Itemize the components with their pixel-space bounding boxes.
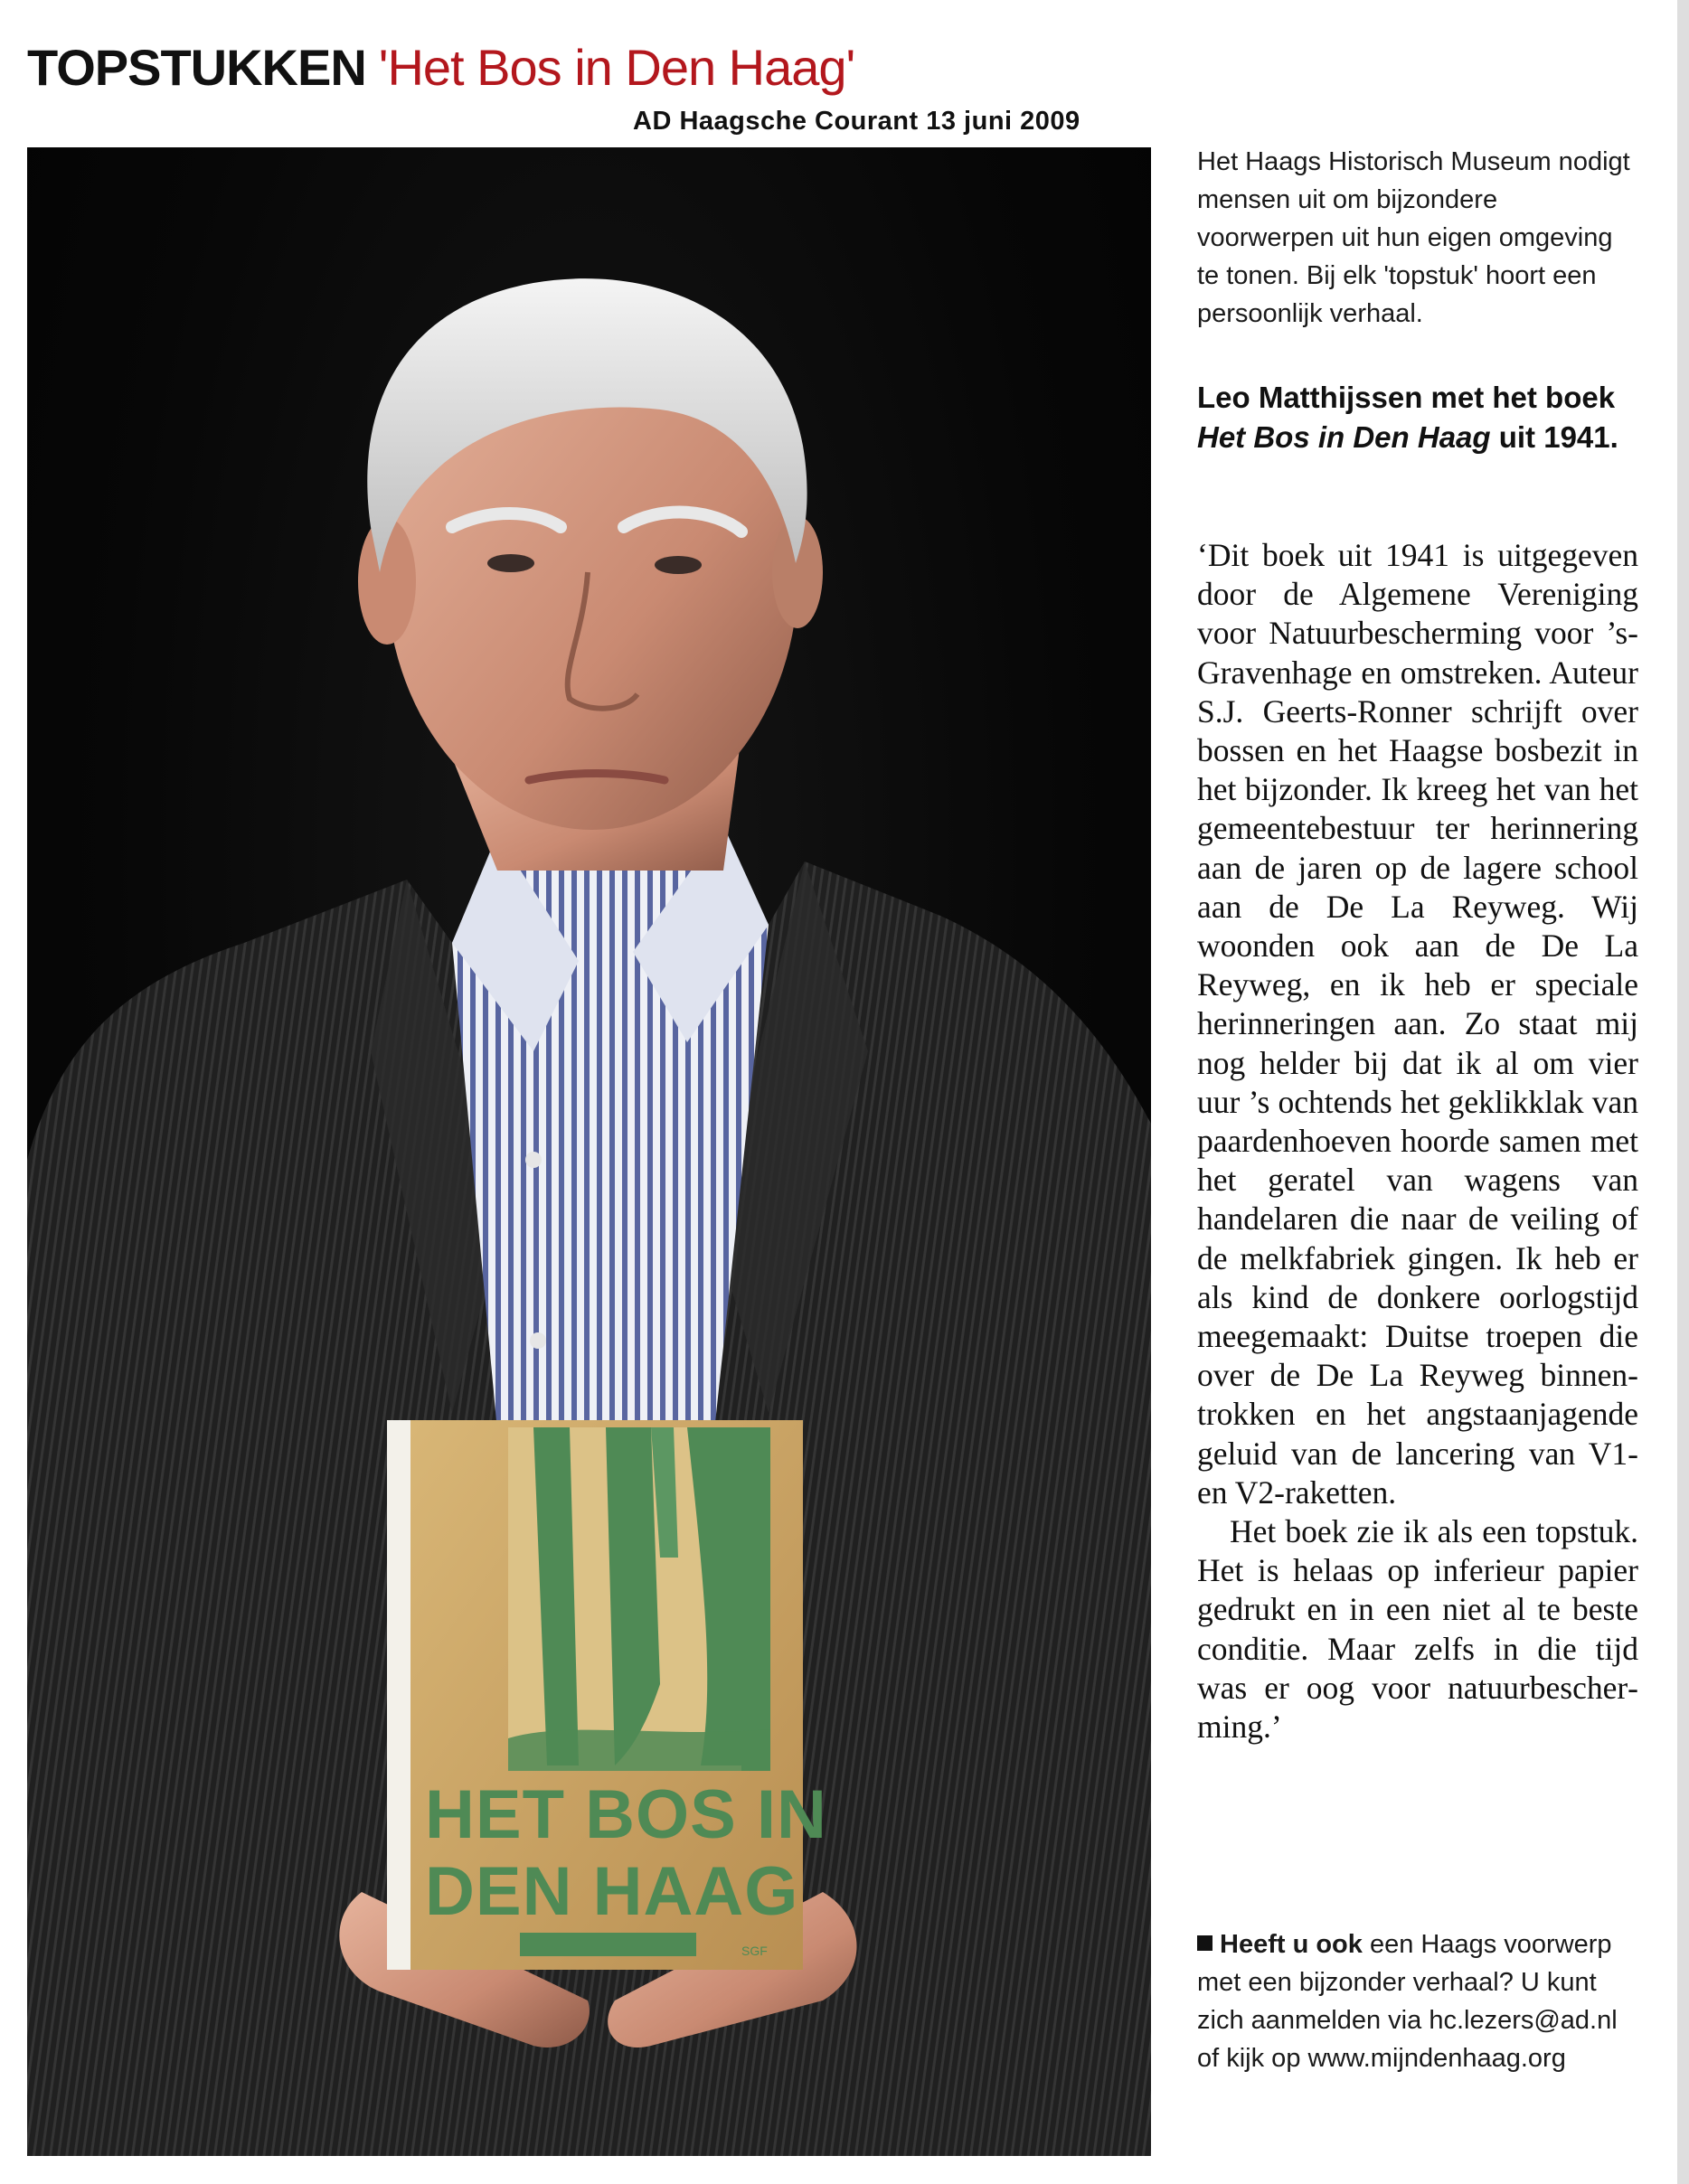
book-title-line1: HET BOS IN <box>425 1776 827 1853</box>
cta-text: een Haags voorwerp met een bijzonder verhaal? U kunt zich aanmelden via hc.lezers@ad.nl of kijk op www.mijndenhaag.org <box>1197 1930 1618 2073</box>
photo-caption <box>1197 378 1638 457</box>
cta-lead: Heeft u ook <box>1220 1930 1363 1959</box>
caption-book-title: Het Bos in Den Haag <box>1197 420 1491 454</box>
article-header <box>27 36 854 99</box>
section-kicker: TOPSTUKKEN <box>27 39 366 96</box>
square-bullet-icon <box>1197 1935 1212 1951</box>
book-title-line2: DEN HAAG <box>425 1853 799 1930</box>
article-headline: 'Het Bos in Den Haag' <box>378 39 855 96</box>
intro-text: Het Haags Historisch Museum nodigt mensen uit om bijzondere voorwerpen uit hun eigen omgeving te tonen. Bij elk 'topstuk' hoort een persoonlijk verhaal. <box>1197 147 1630 328</box>
article-body <box>1197 536 1638 1746</box>
reader-call-to-action <box>1197 1925 1638 2077</box>
body-paragraph-1: ‘Dit boek uit 1941 is uitgegeven door de Algemene Vereniging voor Natuurbescherming voor ’s-Gravenhage en omstreken. Auteur S.J. Geerts-Ronner schrijft over bossen en het Haagse bosbezit in het bijzonder. Ik kreeg het van het gemeentebestuur ter herinnering aan de jaren op de lagere school aan de De La Reyweg. Wij woonden ook aan de De La Reyweg, en ik heb er speciale herinneringen aan. Zo staat mij nog helder bij dat ik al om vier uur ’s ochtends het geklikklak van paardenhoeven hoorde samen met het geratel van wagens van handelaren die naar de veiling of de melkfabriek gingen. Ik heb er als kind de donkere oorlogstijd meegemaakt: Duitse troepen die over de De La Reyweg binnentrokken en het angstaanjagende geluid van de lancering van V1- en V2-raketten. <box>1197 537 1638 1511</box>
body-paragraph-2: Het boek zie ik als een topstuk. Het is helaas op inferieur papier gedrukt en in een niet al te beste conditie. Maar zelfs in die tijd was er oog voor natuurbescherming.’ <box>1197 1513 1638 1746</box>
dateline: AD Haagsche Courant 13 juni 2009 <box>633 107 1080 136</box>
portrait-illustration <box>27 147 1151 2156</box>
caption-before: Leo Matthijssen met het boek <box>1197 381 1616 414</box>
caption-after: uit 1941. <box>1490 420 1618 454</box>
portrait-photo <box>27 147 1151 2156</box>
book-mark: SGF <box>741 1944 768 1958</box>
book-het-bos-in-den-haag <box>387 1420 827 1970</box>
